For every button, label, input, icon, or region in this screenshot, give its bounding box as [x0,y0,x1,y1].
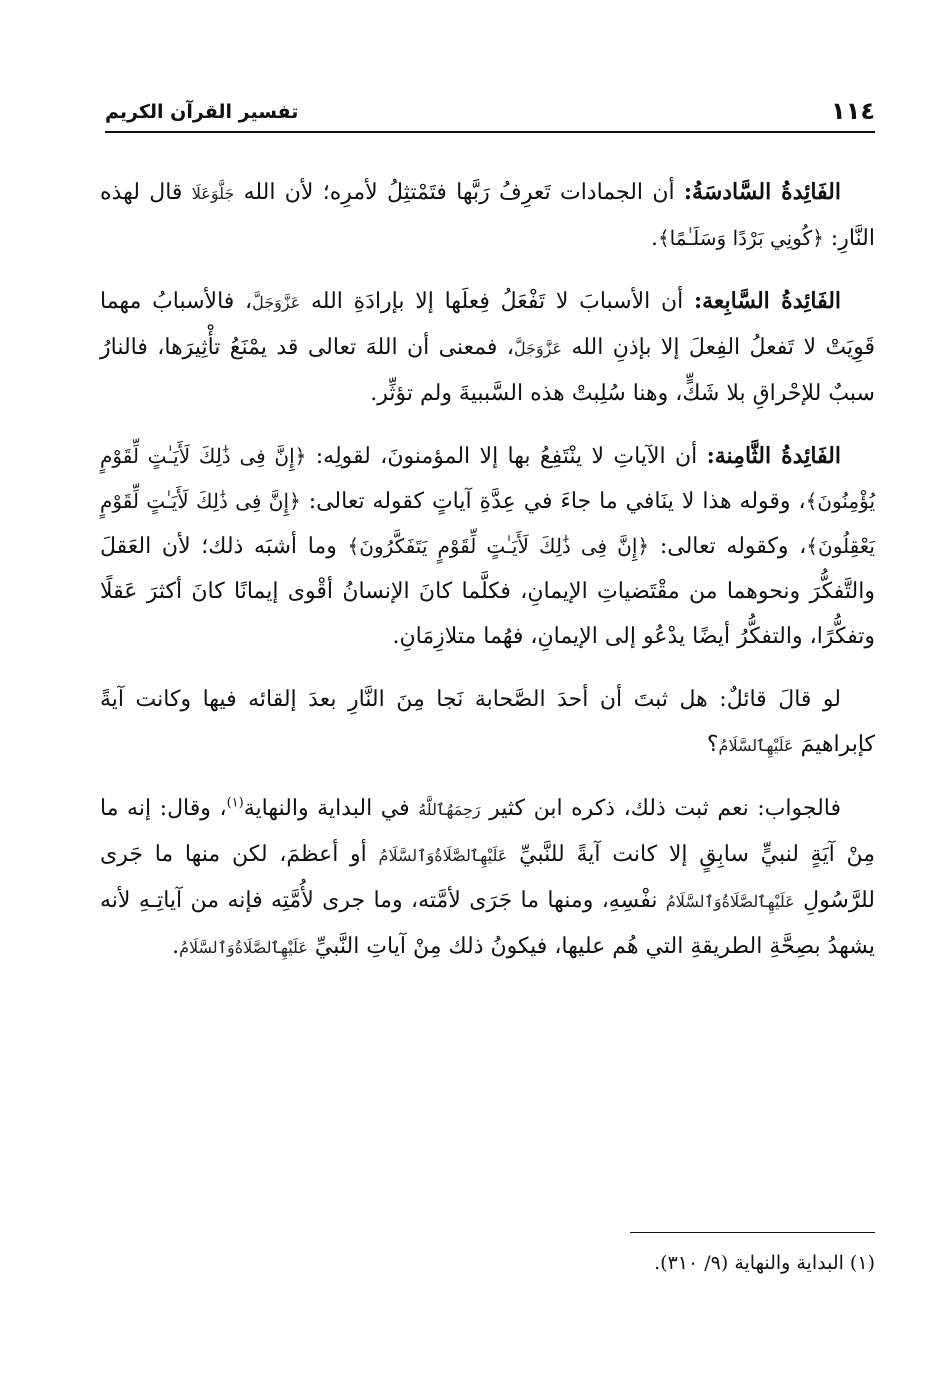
honorific: رَحِمَهُٱللَّهُ [418,800,481,819]
paragraph-text: . [650,226,658,251]
paragraph-heading: الفَائِدةُ الثَّامِنة: [706,443,841,469]
quran-quote: ﴿إِنَّ فِى ذَٰلِكَ لَأَيَـٰتٍ لِّقَوْمٍ يَتَفَكَّرُونَ﴾ [347,534,650,558]
paragraph-benefit-seven [100,279,875,416]
paragraph-heading: الفَائِدةُ السَّابِعة: [693,288,842,314]
paragraph-question [100,677,875,768]
honorific: عَلَيْهِٱلصَّلَاةُوَٱلسَّلَامُ [378,846,508,865]
quran-quote: ﴿كُونِي بَرْدًا وَسَلَـٰمًا﴾ [657,226,824,250]
paragraph-benefit-six [100,170,875,261]
paragraph-text: أو أعظمَ، لكن منها ما جَرى للرَّسُولِ [100,842,875,913]
paragraph-text: في البداية والنهاية [243,796,410,821]
paragraph-text: فالجواب: نعم ثبت ذلك، ذكره ابن كثير [489,796,841,821]
page-body [100,170,875,988]
page-number: ١١٤ [831,97,875,125]
footnote: (١) البداية والنهاية (٩/ ٣١٠). [654,1252,875,1274]
honorific: جَلَّوَعَلَا [191,184,235,203]
paragraph-text: أن الأسبابَ لا تَفْعَلُ فِعلَها إلا بإرادَةِ الله [311,289,684,314]
paragraph-text: ، فالأسبابُ مهما قَوِيَتْ لا تَفعلُ الفِعلَ إلا بإذنِ الله [100,289,875,360]
paragraph-text: ؟ [706,732,719,757]
paragraph-text: ، وكقوله تعالى: [659,534,807,559]
paragraph-text: قال لهذه النَّارِ: [100,180,875,251]
paragraph-text: أن الآياتِ لا ينْتَفِعُ بها إلا المؤمنونَ، لقولِه: [315,444,698,469]
header-divider [105,131,875,133]
book-title: تفسير القرآن الكريم [105,101,299,123]
paragraph-text: أن الجمادات تَعرِفُ رَبَّها فتَمْتثِلُ لأمرِه؛ لأن الله [243,180,675,205]
page-header [105,96,875,130]
paragraph-text: ، وقوله هذا لا ينَافي ما جاءَ في عِدَّةِ آياتٍ كقوله تعالى: [308,489,806,514]
paragraph-text: لو قالَ قائلٌ: هل ثبتَ أن أحدَ الصَّحابة نَجا مِنَ النَّارِ بعدَ إلقائه فيها وكانت آيةً كإبراهيمَ [100,687,875,757]
paragraph-text: . [172,934,180,959]
honorific: عَلَيْهِٱلسَّلَامُ [718,736,794,755]
paragraph-text: وما أشبَه ذلك؛ لأن العَقلَ والتَّفكُّرَ ونحوهما من مقْتَضياتِ الإيمانِ، فكلَّما كانَ الإنسانُ أقْوى إيمانًا كانَ أكثرَ عَقلًا وتفكُّرًا، والتفكُّرُ أيضًا يدْعُو إلى الإيمانِ، فهُما متلازِمَانِ. [100,534,875,649]
honorific: عَلَيْهِٱلصَّلَاةُوَٱلسَّلَامُ [179,938,308,957]
honorific: عَلَيْهِٱلصَّلَاةُوَٱلسَّلَامُ [665,892,795,911]
paragraph-text: ، فمعنى أن اللهَ تعالى قد يمْنَعُ تأْثِيرَها، فالنارُ سببٌ للإحْراقِ بلا شَكٍّ، وهنا سُلِبتْ هذه السَّببيةَ ولم تؤثِّر. [100,335,875,406]
paragraph-answer [100,786,875,970]
paragraph-heading: الفَائِدةُ السَّادسَةُ: [683,179,841,205]
paragraph-text: ، وقال: إنه ما مِنْ آيَةٍ لنبيٍّ سابِقٍ إلا كانت آيةً للنَّبيِّ [100,796,875,867]
paragraph-benefit-eight [100,434,875,659]
footnote-reference[interactable]: (١) [226,795,244,811]
honorific: عَزَّوَجَلَّ [252,293,301,312]
footnote-divider [630,1232,875,1233]
quran-quote: ﴿إِنَّ فِى ذَٰلِكَ لَأَيَـٰتٍ لِّقَوْمٍ يَعْقِلُونَ﴾ [100,489,875,558]
honorific: عَزَّوَجَلَّ [513,339,563,358]
paragraph-text: نفْسِهِ، ومنها ما جَرَى لأمَّته، وما جرى لأُمَّتِه فإنه من آياتِـهِ لأنه يشهدُ بصِحَّةِ الطريقةِ التي هُم عليها، فيكونُ ذلك مِنْ آياتِ النَّبيِّ [100,888,875,959]
quran-quote: ﴿إِنَّ فِى ذَٰلِكَ لَأَيَـٰتٍ لِّقَوْمٍ يُؤْمِنُونَ﴾ [100,444,876,513]
